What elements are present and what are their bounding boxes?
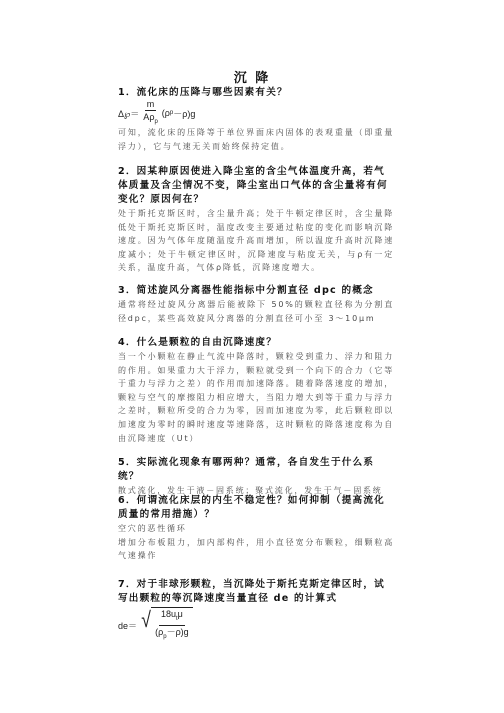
question-5: 5．实际流化现象有哪两种？通常，各自发生于什么系统？ [118, 457, 375, 482]
de-lhs: de＝ [118, 620, 138, 631]
den-sub: p [154, 118, 158, 125]
section-5 [118, 456, 394, 498]
formula-lhs: Δ℘＝ [118, 108, 140, 119]
formula-tail: －ρ)g [173, 108, 196, 119]
formula-rho: ρ [164, 108, 170, 118]
formula-fraction [141, 99, 159, 128]
den-rho: ρ [149, 111, 155, 122]
question-6: 6．何谓流化床层的内生不稳定性？如何抑制（提高流化质量的常用措施）？ [118, 495, 385, 520]
formula-denominator [141, 111, 159, 128]
question-3: 3．简述旋风分离器性能指标中分割直径 dpc 的概念 [118, 285, 374, 296]
de-fraction [153, 609, 191, 643]
de-den-a: (ρ [155, 627, 164, 637]
answer-6: 空穴的恶性循环 增加分布板阻力，加内部构件，用小直径宽分布颗粒，细颗粒高气速操作 [118, 524, 394, 561]
section-6 [118, 494, 394, 563]
section-2 [118, 165, 394, 275]
radical-icon: √ [141, 607, 151, 633]
sqrt-sign [140, 607, 193, 643]
answer-3: 通常将经过旋风分离器后能被除下 50%的颗粒直径称为分割直径dpc，某些高效旋风分离器的分割直径可小至 3～10μm [118, 300, 394, 323]
question-1: 1．流化床的压降与哪些因素有关？ [118, 87, 288, 98]
page-title: 沉 降 [233, 71, 271, 86]
de-num-a: 18u [160, 609, 176, 620]
de-denominator [153, 626, 191, 643]
de-num-tail: μ [177, 609, 183, 620]
formula-rho-sub: p [169, 110, 174, 116]
question-2: 2．因某种原因使进入降尘室的含尘气体温度升高，若气体质量及含尘情况不变，降尘室出口气体的含尘量将有何变化？原因何在？ [118, 166, 388, 205]
den-a: A [143, 111, 150, 122]
sqrt-body [151, 607, 193, 643]
equivalent-diameter-formula [118, 608, 394, 642]
pressure-drop-formula [118, 100, 394, 126]
de-den-tail: －ρ)g [166, 627, 189, 637]
answer-4: 当一个小颗粒在静止气流中降落时，颗粒受到重力、浮力和阻力的作用。如果重力大于浮力，颗粒就受到一个向下的合力（它等于重力与浮力之差）的作用而加速降落。随着降落速度的增加，颗粒与空气的摩擦阻力相应增大，当阻力增大到等于重力与浮力之差时，颗粒所受的合力为零，因而加速度为零，此后颗粒即以加速度为零时的瞬时速度等速降落，这时颗粒的降落速度称为自由沉降速度（Ut） [118, 352, 394, 443]
question-7: 7．对于非球形颗粒，当沉降处于斯托克斯定律区时，试写出颗粒的等沉降速度当量直径 de 的计算式 [118, 579, 385, 604]
de-numerator [159, 609, 185, 626]
section-7 [118, 578, 394, 642]
de-num-sub: t [175, 616, 178, 622]
formula-tail-open: ( [161, 108, 165, 118]
answer-2: 处于斯托克斯区时，含尘量升高；处于牛顿定律区时，含尘量降低处于斯托克斯区时，温度改变主要通过粘度的变化而影响沉降速度。因为气体年度随温度升高而增加，所以温度升高时沉降速度减小；处于牛顿定律区时，沉降速度与粘度无关，与ρ有一定关系，温度升高，气体ρ降低，沉降速度增大。 [118, 209, 394, 273]
section-3 [118, 284, 394, 325]
section-1 [118, 86, 394, 153]
question-4: 4．什么是颗粒的自由沉降速度？ [118, 337, 277, 348]
section-4 [118, 336, 394, 445]
formula-numerator: m [146, 98, 155, 109]
de-den-sub: p [163, 633, 167, 640]
answer-1: 可知，流化床的压降等于单位界面床内固体的表观重量（即重量浮力），它与气速无关而始终保持定值。 [118, 128, 394, 151]
answer-5: 散式流化，发生于液－固系统；聚式流化，发生于气－固系统 [118, 486, 383, 495]
